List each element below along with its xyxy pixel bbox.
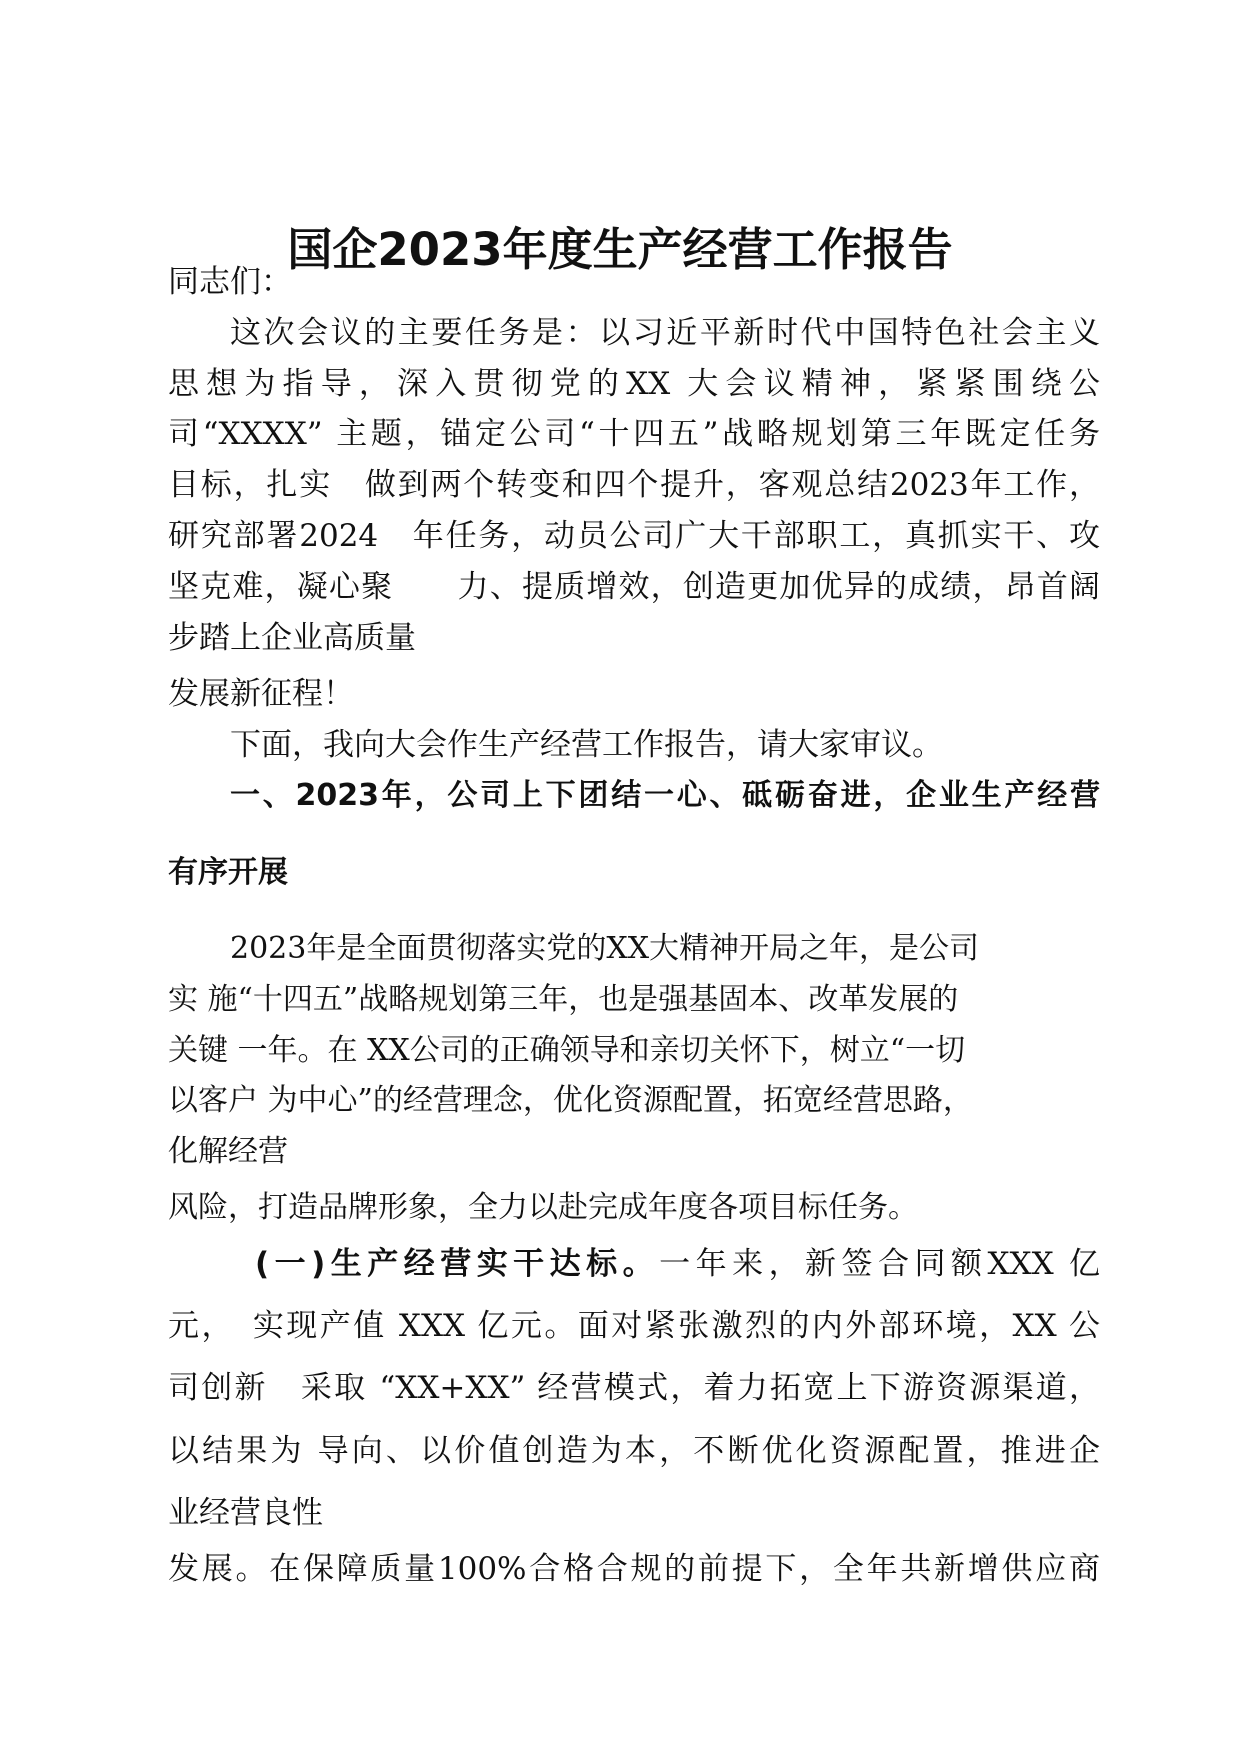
intro-line: 研究部署2024 年任务，动员公司广大干部职工，真抓实干、攻 bbox=[168, 518, 1100, 554]
intro-line: 坚克难，凝心聚 力、提质增效，创造更加优异的成绩，昂首阔 bbox=[168, 569, 1100, 605]
intro-line: 目标，扎实 做到两个转变和四个提升，客观总结2023年工作， bbox=[168, 467, 1100, 503]
subsection-line: 发展。在保障质量100%合格合规的前提下，全年共新增供应商 bbox=[168, 1551, 1100, 1587]
section-body-line: 实 施“十四五”战略规划第三年，也是强基固本、改革发展的 bbox=[168, 982, 959, 1017]
section-heading: 有序开展 bbox=[168, 855, 288, 890]
subsection-first-line bbox=[255, 1244, 1100, 1284]
subsection-line: 元， 实现产值 XXX 亿元。面对紧张激烈的内外部环境，XX 公 bbox=[168, 1308, 1100, 1344]
section-body-line: 以客户 为中心”的经营理念，优化资源配置，拓宽经营思路， bbox=[168, 1083, 973, 1118]
subsection-heading: (一)生产经营实干达标。 bbox=[255, 1246, 660, 1282]
salutation: 同志们： bbox=[168, 264, 292, 300]
subsection-line: 司创新 采取 “XX+XX” 经营模式，着力拓宽上下游资源渠道， bbox=[168, 1370, 1100, 1406]
intro-line: 司“XXXX” 主题，锚定公司“十四五”战略规划第三年既定任务 bbox=[168, 416, 1100, 452]
subsection-line: 业经营良性 bbox=[168, 1495, 323, 1531]
subsection-first-line-text: 一年来，新签合同额XXX 亿 bbox=[659, 1246, 1101, 1282]
document-title: 国企2023年度生产经营工作报告 bbox=[287, 223, 953, 276]
section-body-line: 化解经营 bbox=[168, 1134, 288, 1169]
intro-line: 步踏上企业高质量 bbox=[168, 620, 416, 656]
report-line: 下面，我向大会作生产经营工作报告，请大家审议。 bbox=[230, 727, 943, 763]
subsection-line: 以结果为 导向、以价值创造为本，不断优化资源配置，推进企 bbox=[168, 1433, 1100, 1469]
intro-line: 思想为指导，深入贯彻党的XX 大会议精神，紧紧围绕公 bbox=[168, 366, 1100, 402]
intro-line: 发展新征程！ bbox=[168, 676, 354, 712]
section-body-line: 关键 一年。在 XX公司的正确领导和亲切关怀下，树立“一切 bbox=[168, 1033, 966, 1068]
intro-line: 这次会议的主要任务是：以习近平新时代中国特色社会主义 bbox=[230, 315, 1100, 351]
section-body-line: 2023年是全面贯彻落实党的XX大精神开局之年，是公司 bbox=[230, 931, 980, 966]
section-heading: 一、2023年，公司上下团结一心、砥砺奋进，企业生产经营 bbox=[230, 778, 1100, 813]
section-body-line: 风险，打造品牌形象，全力以赴完成年度各项目标任务。 bbox=[168, 1190, 918, 1225]
